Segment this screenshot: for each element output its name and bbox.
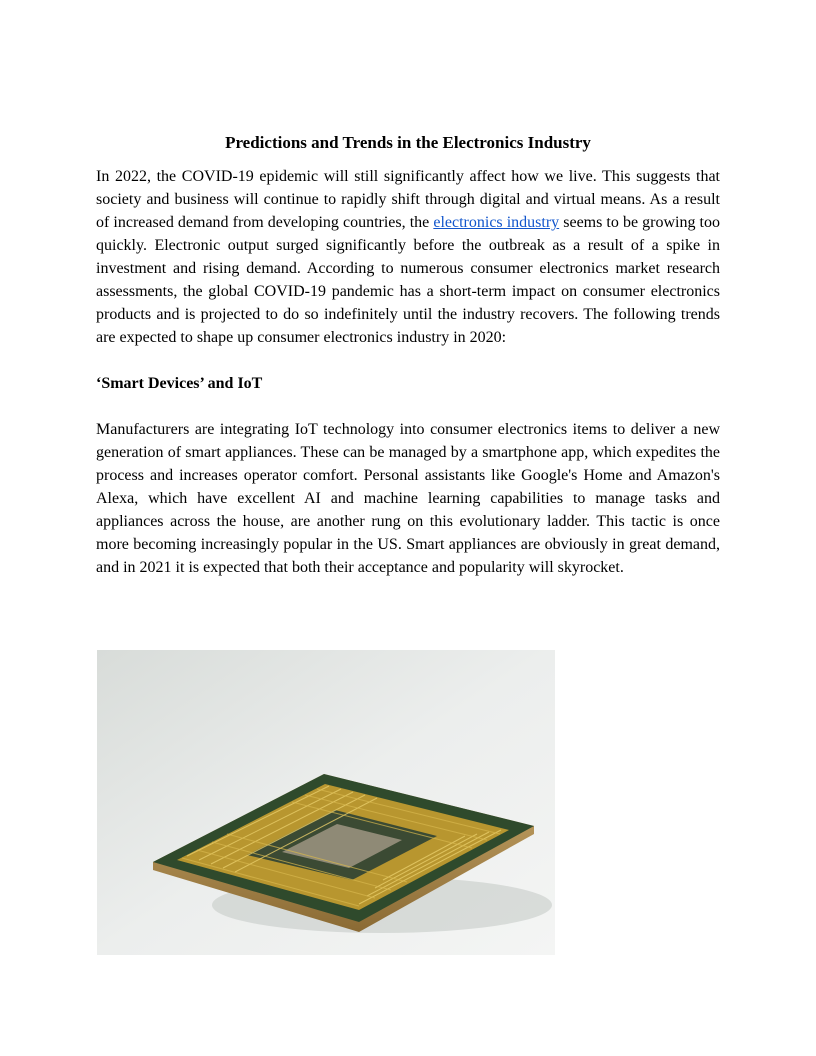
electronics-industry-link[interactable]: electronics industry <box>433 214 560 231</box>
section-heading: ‘Smart Devices’ and IoT <box>96 375 263 392</box>
cpu-chip-illustration <box>97 650 555 955</box>
section-body: Manufacturers are integrating IoT technology into consumer electronics items to deliver a new generation of smart appliances. These can be managed by a smartphone app, which expedites the process and increases operator comfort. Personal assistants like Google's Home and Amazon's Alexa, which have excellent AI and machine learning capabilities to manage tasks and appliances across the house, are another rung on this evolutionary ladder. This tactic is once more becoming increasingly popular in the US. Smart appliances are obviously in great demand, and in 2021 it is expected that both their acceptance and popularity will skyrocket. <box>96 421 720 576</box>
article-title: Predictions and Trends in the Electronics Industry <box>225 133 591 152</box>
cpu-chip-photo <box>97 650 555 955</box>
document-page <box>96 130 720 579</box>
intro-paragraph <box>96 165 720 349</box>
intro-text-end: seems to be growing too quickly. Electronic output surged significantly before the outbreak as a result of a spike in investment and rising demand. According to numerous consumer electronics market research assessments, the global COVID-19 pandemic has a short-term impact on consumer electronics products and is projected to do so indefinitely until the industry recovers. The following trends are expected to shape up consumer electronics industry in 2020: <box>96 214 720 346</box>
intro-text-start: In 2022, the COVID-19 epidemic will still significantly affect how we live. This suggests that society and business will continue to rapidly shift through digital and virtual means. As a result of increased demand from developing countries, the <box>96 168 720 231</box>
